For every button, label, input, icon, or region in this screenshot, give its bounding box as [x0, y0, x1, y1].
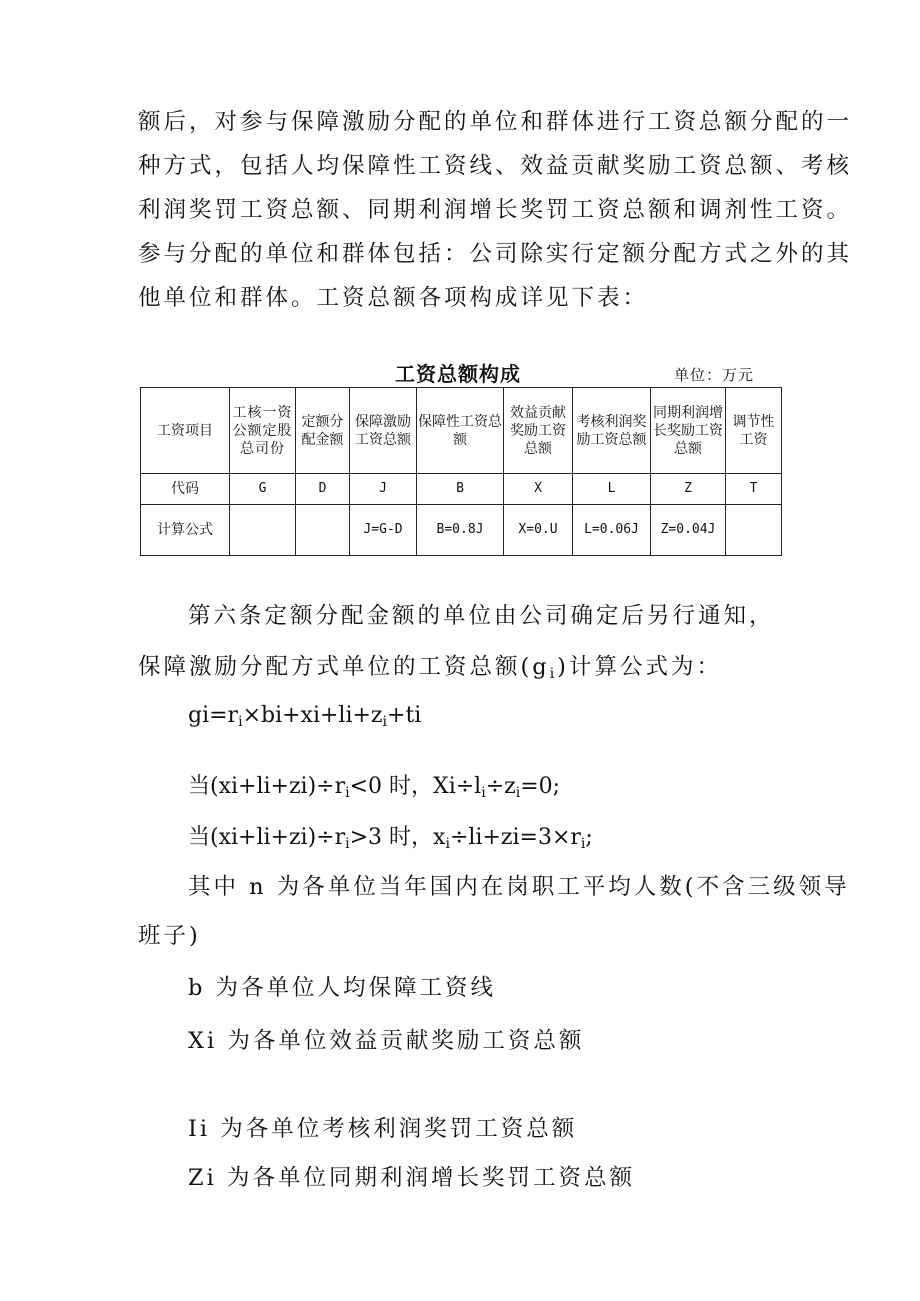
table-title: 工资总额构成	[395, 362, 521, 386]
article-six-text: 第六条定额分配金额的单位由公司确定后另行通知，	[188, 603, 775, 629]
formula-part: =0;	[520, 774, 561, 799]
table-cell: B	[417, 474, 504, 505]
definition-l: Ii 为各单位考核利润奖罚工资总额	[188, 1116, 578, 1142]
table-cell: 代码	[141, 474, 230, 505]
table-unit: 单位：万元	[674, 366, 755, 384]
table-cell: J=G-D	[350, 505, 417, 556]
header-cell: 工核一资公额定股总司份	[230, 388, 296, 474]
formula-intro-text: )计算公式为：	[557, 654, 722, 680]
table-cell: D	[296, 474, 350, 505]
formula-part: >3 时，x	[349, 825, 446, 850]
intro-line: 额后，对参与保障激励分配的单位和群体进行工资总额分配的一	[138, 109, 853, 135]
subscript: i	[445, 836, 450, 852]
table-cell: 计算公式	[141, 505, 230, 556]
formula-part: 当(xi+li+zi)÷r	[188, 774, 346, 799]
subscript: i	[238, 714, 243, 730]
table-cell	[230, 505, 296, 556]
formula-main	[188, 703, 421, 728]
table-row-code	[141, 474, 782, 505]
subscript: i	[515, 785, 521, 801]
condition-upper	[188, 820, 593, 851]
table-cell: Z=0.04J	[651, 505, 726, 556]
table-cell: Z	[651, 474, 726, 505]
definition-b: b 为各单位人均保障工资线	[188, 975, 497, 1001]
header-cell: 同期利润增长奖励工资总额	[651, 388, 726, 474]
formula-intro	[138, 649, 722, 681]
header-cell: 考核利润奖励工资总额	[573, 388, 651, 474]
table-header-row	[141, 388, 782, 474]
table-cell: X=0.U	[504, 505, 573, 556]
header-cell: 调节性工资	[726, 388, 782, 474]
header-cell: 保障激励工资总额	[350, 388, 417, 474]
table-cell: B=0.8J	[417, 505, 504, 556]
intro-line: 他单位和群体。工资总额各项构成详见下表：	[138, 285, 649, 311]
definition-n: 其中 n 为各单位当年国内在岗职工平均人数(不含三级领导	[188, 874, 850, 900]
table-cell: T	[726, 474, 782, 505]
table-cell: X	[504, 474, 573, 505]
formula-intro-text: 保障激励分配方式单位的工资总额(g	[138, 654, 550, 680]
table-cell: J	[350, 474, 417, 505]
header-cell: 定额分配金额	[296, 388, 350, 474]
wage-composition-table	[140, 387, 782, 556]
intro-line: 利润奖罚工资总额、同期利润增长奖罚工资总额和调剂性工资。	[138, 197, 853, 223]
definition-z: Zi 为各单位同期利润增长奖罚工资总额	[188, 1165, 635, 1191]
subscript: i	[580, 836, 586, 852]
formula-part: 当(xi+li+zi)÷r	[188, 825, 346, 850]
table-cell	[296, 505, 350, 556]
table-cell: L=0.06J	[573, 505, 651, 556]
formula-part: +ti	[387, 703, 422, 728]
table-row-formula	[141, 505, 782, 556]
header-cell: 保障性工资总额	[417, 388, 504, 474]
formula-part: ×bi+xi+li+z	[242, 703, 383, 728]
formula-part: gi=r	[188, 703, 239, 728]
table-cell: L	[573, 474, 651, 505]
subscript: i	[345, 836, 350, 852]
header-cell: 工资项目	[141, 388, 230, 474]
intro-line: 参与分配的单位和群体包括：公司除实行定额分配方式之外的其	[138, 241, 853, 267]
intro-line: 种方式，包括人均保障性工资线、效益贡献奖励工资总额、考核	[138, 153, 853, 179]
definition-x: Xi 为各单位效益贡献奖励工资总额	[188, 1028, 585, 1054]
formula-part: ;	[585, 825, 593, 850]
subscript: i	[549, 666, 558, 682]
subscript: i	[345, 785, 350, 801]
table-cell	[726, 505, 782, 556]
intro-paragraph	[138, 100, 853, 320]
condition-lower	[188, 769, 560, 800]
subscript: i	[382, 714, 388, 730]
formula-part: ÷li+zi=3×r	[449, 825, 581, 850]
formula-part: <0 时，Xi÷l	[349, 774, 482, 799]
definition-n-cont: 班子)	[138, 923, 201, 949]
header-cell: 效益贡献奖励工资总额	[504, 388, 573, 474]
table-cell: G	[230, 474, 296, 505]
subscript: i	[481, 785, 486, 801]
formula-part: ÷z	[485, 774, 516, 799]
